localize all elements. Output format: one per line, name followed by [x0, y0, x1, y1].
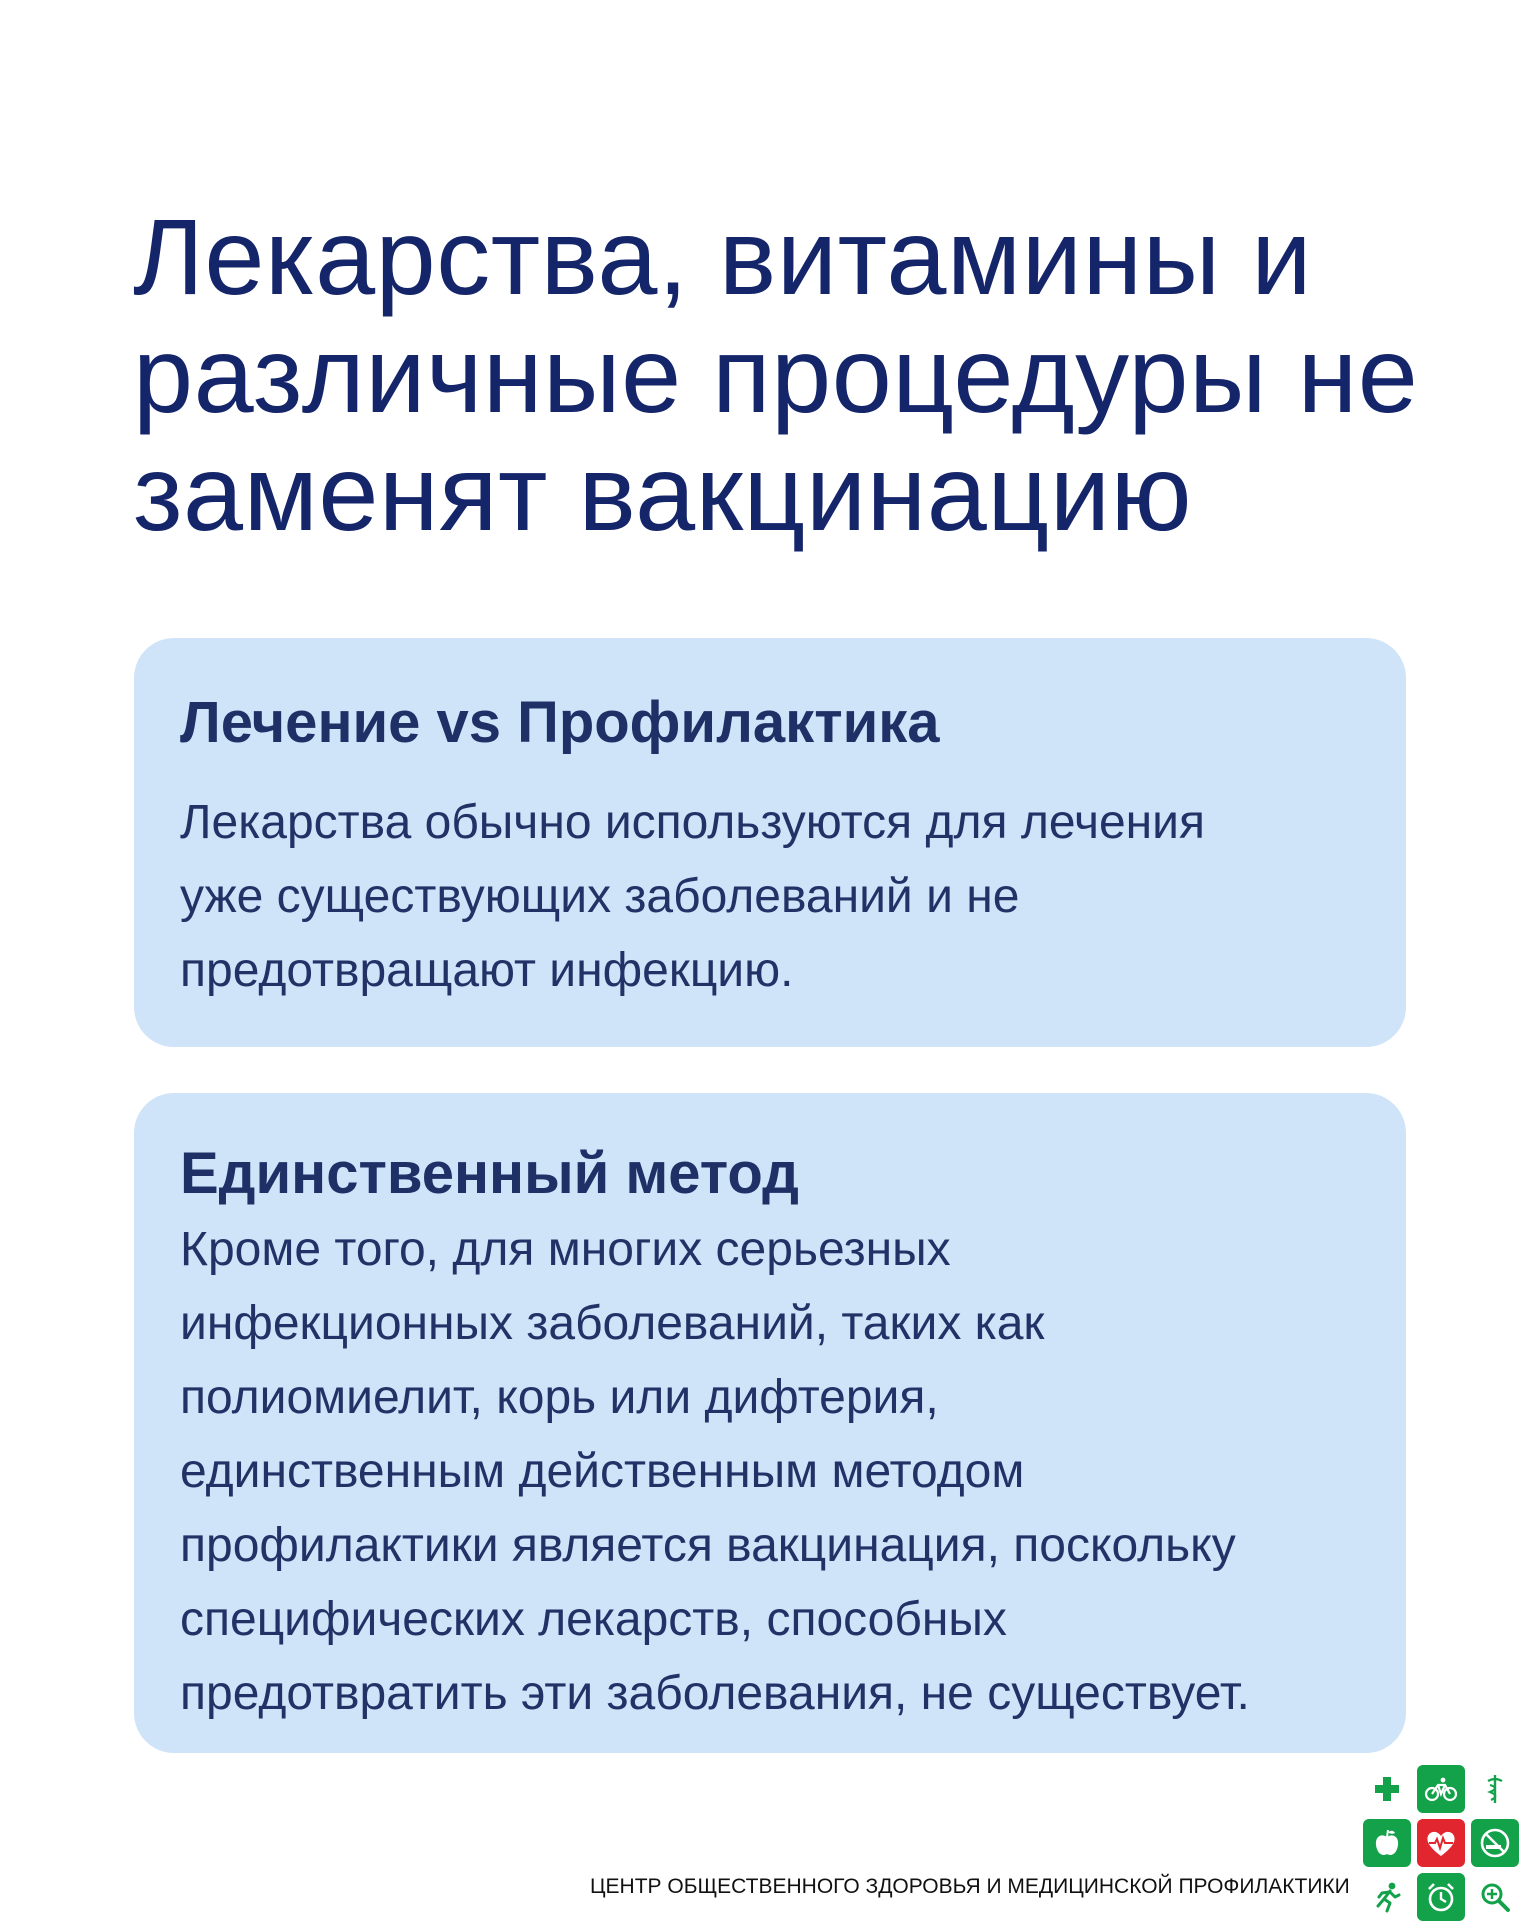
- heart-pulse-icon: [1423, 1825, 1459, 1861]
- logo-cell-clock: [1417, 1873, 1465, 1921]
- running-person-icon: [1369, 1879, 1405, 1915]
- title-line-1: Лекарства, витамины и: [133, 196, 1313, 317]
- logo-cell-plus: [1363, 1765, 1411, 1813]
- card-body-line: Кроме того, для многих серьезных: [180, 1223, 951, 1276]
- logo-cell-magnifier: [1471, 1873, 1519, 1921]
- organization-name: ЦЕНТР ОБЩЕСТВЕННОГО ЗДОРОВЬЯ И МЕДИЦИНСКОЙ ПРОФИЛАКТИКИ: [590, 1875, 1350, 1898]
- title-line-2: различные процедуры не: [133, 314, 1419, 435]
- card-body-only-method: [180, 1213, 1366, 1731]
- plus-icon: [1369, 1771, 1405, 1807]
- card-body-line: специфических лекарств, способных: [180, 1593, 1007, 1646]
- logo-cell-running: [1363, 1873, 1411, 1921]
- only-method-card: [134, 1093, 1406, 1753]
- logo-cell-bicycle: [1417, 1765, 1465, 1813]
- title-line-3: заменят вакцинацию: [133, 432, 1193, 553]
- no-smoking-icon: [1477, 1825, 1513, 1861]
- treatment-vs-prevention-card: [134, 638, 1406, 1047]
- card-body-line: предотвращают инфекцию.: [180, 944, 794, 997]
- card-body-line: инфекционных заболеваний, таких как: [180, 1297, 1045, 1350]
- logo-cell-apple: [1363, 1819, 1411, 1867]
- logo-cell-heart: [1417, 1819, 1465, 1867]
- card-heading-treatment: Лечение vs Профилактика: [180, 690, 940, 755]
- bicycle-icon: [1423, 1771, 1459, 1807]
- magnifier-plus-icon: [1477, 1879, 1513, 1915]
- page-title: [133, 198, 1433, 552]
- card-body-treatment: [180, 786, 1366, 1008]
- apple-icon: [1369, 1825, 1405, 1861]
- health-center-logo: [1363, 1765, 1525, 1920]
- medicine-caduceus-icon: [1477, 1771, 1513, 1807]
- card-body-line: Лекарства обычно используются для лечения: [180, 796, 1205, 849]
- card-body-line: полиомиелит, корь или дифтерия,: [180, 1371, 939, 1424]
- logo-cell-medicine: [1471, 1765, 1519, 1813]
- card-body-line: профилактики является вакцинация, поскольку: [180, 1519, 1236, 1572]
- card-heading-only-method: Единственный метод: [180, 1141, 799, 1206]
- card-body-line: уже существующих заболеваний и не: [180, 870, 1020, 923]
- logo-cell-no-smoking: [1471, 1819, 1519, 1867]
- card-body-line: предотвратить эти заболевания, не существует.: [180, 1667, 1250, 1720]
- alarm-clock-icon: [1423, 1879, 1459, 1915]
- card-body-line: единственным действенным методом: [180, 1445, 1025, 1498]
